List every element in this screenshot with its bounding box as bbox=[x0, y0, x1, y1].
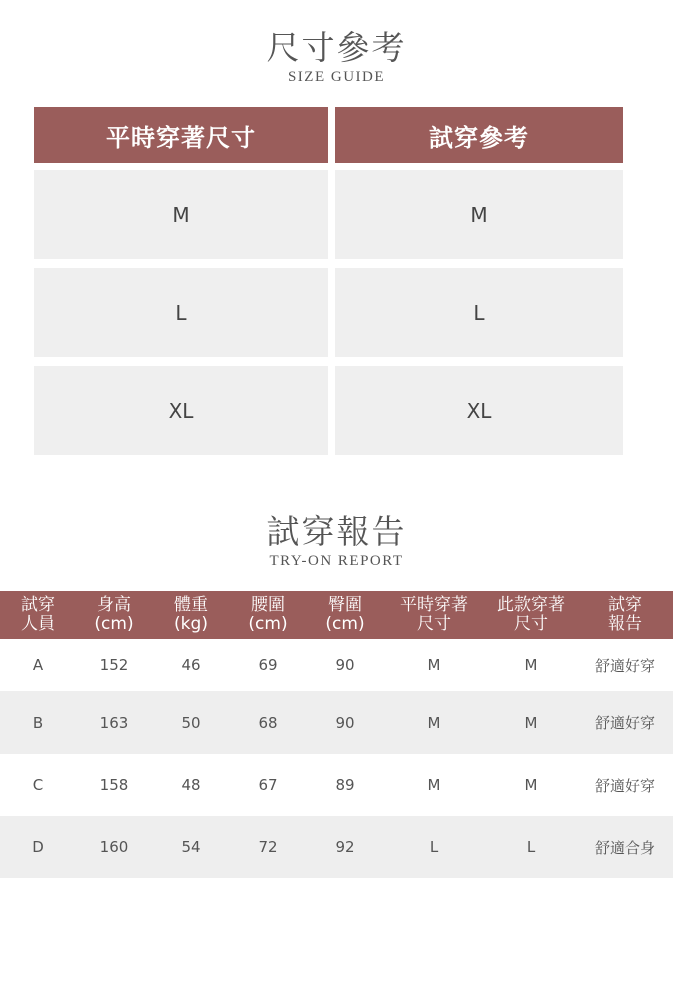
table-cell: 50 bbox=[181, 713, 201, 732]
size-guide-cell: M bbox=[335, 170, 623, 259]
header-line: 試穿 bbox=[21, 595, 55, 615]
table-row bbox=[0, 816, 673, 878]
header-usual-size bbox=[400, 591, 468, 639]
header-line: 試穿 bbox=[608, 595, 642, 615]
header-line: 臀圍 bbox=[327, 595, 362, 615]
table-cell: 160 bbox=[99, 838, 129, 856]
table-cell: 92 bbox=[335, 838, 355, 856]
size-guide-subtitle: SIZE GUIDE bbox=[287, 69, 386, 85]
table-cell: C bbox=[32, 776, 44, 794]
table-cell: 54 bbox=[181, 838, 201, 856]
table-row bbox=[0, 691, 673, 754]
size-guide-cell: M bbox=[34, 170, 328, 259]
table-cell: L bbox=[526, 838, 536, 856]
size-guide-title: 尺寸參考 bbox=[266, 28, 407, 67]
header-this-item-size bbox=[497, 591, 565, 639]
size-guide-cell: XL bbox=[34, 366, 328, 455]
header-line: 平時穿著 bbox=[400, 595, 468, 615]
table-cell: L bbox=[429, 838, 439, 856]
size-guide-cell: L bbox=[34, 268, 328, 357]
table-cell: 152 bbox=[99, 656, 129, 674]
table-cell: 68 bbox=[258, 713, 278, 732]
table-cell: M bbox=[524, 713, 538, 732]
table-cell: 69 bbox=[258, 656, 278, 674]
header-line: (cm) bbox=[325, 614, 365, 634]
table-cell: 舒適好穿 bbox=[594, 656, 656, 675]
size-guide-cell: XL bbox=[335, 366, 623, 455]
table-cell: D bbox=[32, 838, 44, 856]
header-waist bbox=[248, 591, 287, 639]
table-cell: 舒適好穿 bbox=[594, 714, 656, 732]
size-guide-header-usual-size: 平時穿著尺寸 bbox=[34, 107, 328, 163]
header-line: 體重 bbox=[174, 595, 208, 615]
table-cell: 48 bbox=[181, 776, 201, 794]
table-cell: 72 bbox=[258, 838, 278, 856]
table-cell: M bbox=[427, 776, 441, 794]
table-cell: 89 bbox=[335, 776, 355, 794]
header-line: 尺寸 bbox=[417, 614, 451, 634]
size-guide-header-tryon-reference: 試穿參考 bbox=[335, 107, 623, 163]
header-tester bbox=[21, 591, 55, 639]
table-row bbox=[0, 754, 673, 816]
tryon-report-heading bbox=[0, 512, 673, 570]
header-line: (kg) bbox=[174, 614, 208, 634]
table-cell: 90 bbox=[335, 713, 355, 732]
header-line: (cm) bbox=[94, 614, 134, 634]
tryon-report-subtitle: TRY-ON REPORT bbox=[269, 553, 404, 569]
table-cell: M bbox=[524, 656, 538, 674]
header-line: 腰圍 bbox=[250, 595, 285, 615]
header-line: 身高 bbox=[96, 595, 131, 615]
table-cell: 90 bbox=[335, 656, 355, 674]
table-cell: M bbox=[524, 776, 538, 794]
table-cell: A bbox=[32, 656, 44, 674]
header-tryon-report bbox=[608, 591, 642, 639]
header-weight bbox=[174, 591, 208, 639]
table-cell: 163 bbox=[99, 713, 129, 732]
size-guide-cell: L bbox=[335, 268, 623, 357]
table-cell: 46 bbox=[181, 656, 201, 674]
header-line: 人員 bbox=[21, 614, 55, 634]
header-line: 尺寸 bbox=[514, 614, 548, 634]
header-line: 報告 bbox=[608, 614, 642, 634]
table-cell: 158 bbox=[99, 776, 129, 794]
tryon-report-title: 試穿報告 bbox=[266, 512, 407, 551]
header-height bbox=[94, 591, 133, 639]
table-cell: M bbox=[427, 713, 441, 732]
tryon-report-header-row bbox=[0, 591, 673, 639]
size-guide-heading bbox=[0, 28, 673, 86]
table-cell: 67 bbox=[258, 776, 278, 794]
table-cell: 舒適好穿 bbox=[594, 776, 656, 795]
header-line: 此款穿著 bbox=[497, 595, 565, 615]
table-cell: 舒適合身 bbox=[594, 838, 656, 857]
table-row bbox=[0, 639, 673, 691]
header-line: (cm) bbox=[248, 614, 288, 634]
header-hip bbox=[325, 591, 364, 639]
table-cell: M bbox=[427, 656, 441, 674]
table-cell: B bbox=[32, 713, 44, 732]
